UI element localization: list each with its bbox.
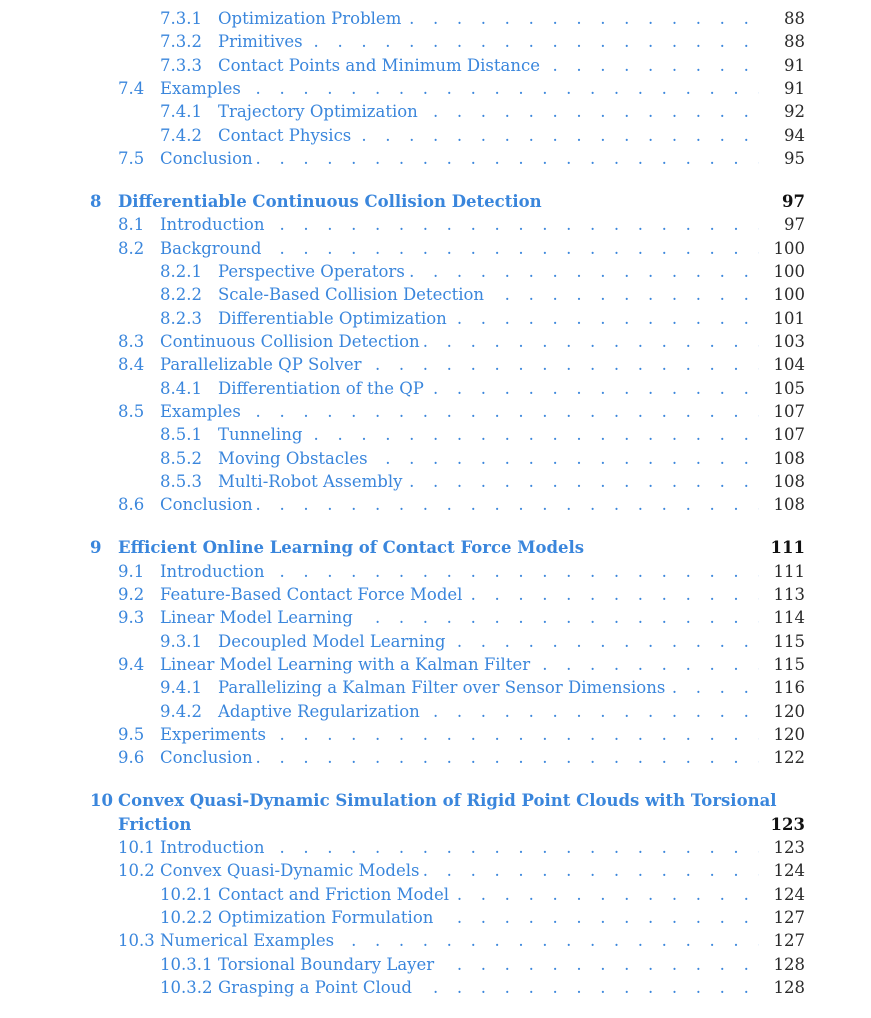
toc-subsection-entry[interactable] xyxy=(0,54,871,77)
toc-entry-number[interactable]: 7.3.2 xyxy=(160,32,202,52)
toc-entry-number[interactable]: 8.2.3 xyxy=(160,308,202,328)
toc-page-number[interactable]: 100 xyxy=(773,285,805,305)
toc-entry-number[interactable]: 8.4.1 xyxy=(160,378,202,398)
toc-page-number[interactable]: 88 xyxy=(784,32,805,52)
toc-entry-title[interactable]: Experiments xyxy=(160,725,270,744)
toc-entry-title[interactable]: Introduction xyxy=(160,562,269,581)
toc-page-number[interactable]: 111 xyxy=(770,538,805,558)
toc-page-number[interactable]: 108 xyxy=(773,495,805,515)
toc-page-number[interactable]: 107 xyxy=(773,402,805,421)
toc-entry-number[interactable]: 7.3.1 xyxy=(160,9,202,28)
toc-entry-title[interactable]: Feature-Based Contact Force Model xyxy=(160,585,466,604)
toc-entry-title[interactable]: Parallelizing a Kalman Filter over Sensor Dimensions xyxy=(218,678,669,697)
toc-entry-number[interactable]: 9.2 xyxy=(118,584,145,604)
toc-entry-title[interactable]: Differentiable Continuous Collision Detection xyxy=(118,192,546,211)
toc-entry-title[interactable]: Examples xyxy=(160,402,245,421)
toc-page-number[interactable]: 108 xyxy=(773,448,805,468)
toc-entry-title[interactable]: Linear Model Learning xyxy=(160,608,357,627)
toc-entry-title[interactable]: Continuous Collision Detection xyxy=(160,332,424,351)
dot-leader xyxy=(160,77,759,100)
toc-subsection-entry[interactable] xyxy=(0,906,871,929)
toc-page-number[interactable]: 115 xyxy=(773,631,805,651)
toc-entry-title[interactable]: Multi-Robot Assembly xyxy=(218,472,406,491)
toc-section-entry[interactable] xyxy=(0,746,871,769)
toc-entry-title[interactable]: Torsional Boundary Layer xyxy=(218,955,438,974)
toc-entry-number[interactable]: 8 xyxy=(90,191,102,211)
toc-entry-title[interactable]: Conclusion xyxy=(160,748,257,767)
toc-entry-number[interactable]: 8.1 xyxy=(118,215,145,235)
toc-entry-number[interactable]: 9.1 xyxy=(118,561,145,581)
toc-page-number[interactable]: 88 xyxy=(784,9,805,28)
toc-page-number[interactable]: 113 xyxy=(773,584,805,604)
toc-subsection-entry[interactable] xyxy=(0,953,871,976)
toc-page-number[interactable]: 92 xyxy=(784,102,805,122)
toc-chapter-entry[interactable] xyxy=(0,536,871,559)
toc-entry-title[interactable]: Decoupled Model Learning xyxy=(218,632,449,651)
toc-entry-number[interactable]: 9.4.2 xyxy=(160,701,202,721)
toc-entry-title[interactable]: Introduction xyxy=(160,838,269,857)
toc-entry-number[interactable]: 10.2 xyxy=(118,861,155,881)
toc-page-number[interactable]: 111 xyxy=(773,561,805,581)
toc-entry-title[interactable]: Friction xyxy=(118,815,195,834)
toc-entry-title[interactable]: Differentiable Optimization xyxy=(218,309,451,328)
toc-entry-title[interactable]: Parallelizable QP Solver xyxy=(160,355,366,374)
toc-subsection-entry[interactable] xyxy=(0,700,871,723)
toc-entry-number[interactable]: 8.6 xyxy=(118,495,145,515)
toc-entry-number[interactable]: 9.5 xyxy=(118,724,145,744)
toc-subsection-entry[interactable] xyxy=(0,676,871,699)
toc-entry-number[interactable]: 7.4 xyxy=(118,79,145,99)
toc-entry-title[interactable]: Background xyxy=(160,239,265,258)
toc-section-entry[interactable] xyxy=(0,237,871,260)
toc-entry-number[interactable]: 9.3.1 xyxy=(160,631,202,651)
toc-page-number[interactable]: 100 xyxy=(773,238,805,258)
toc-entry-title[interactable]: Perspective Operators xyxy=(218,262,409,281)
toc-entry-number[interactable]: 10.2.2 xyxy=(160,907,213,927)
toc-page-number[interactable]: 120 xyxy=(773,724,805,744)
toc-page-number[interactable]: 101 xyxy=(773,308,805,328)
toc-page-number[interactable]: 127 xyxy=(773,931,805,951)
toc-page-number[interactable]: 128 xyxy=(773,954,805,974)
toc-entry-number[interactable]: 9.4 xyxy=(118,654,145,674)
toc-page-number[interactable]: 124 xyxy=(773,884,805,904)
toc-entry-number[interactable]: 10.1 xyxy=(118,837,155,857)
toc-page-number[interactable]: 107 xyxy=(773,425,805,445)
toc-page-number[interactable]: 128 xyxy=(773,977,805,997)
toc-chapter-entry-continued[interactable] xyxy=(0,813,871,836)
toc-subsection-entry[interactable] xyxy=(0,883,871,906)
toc-entry-title[interactable]: Optimization Formulation xyxy=(218,908,437,927)
toc-section-entry[interactable] xyxy=(0,560,871,583)
toc-page-number[interactable]: 105 xyxy=(773,378,805,398)
toc-entry-title[interactable]: Contact Physics xyxy=(218,126,355,145)
toc-entry-number[interactable]: 8.5 xyxy=(118,402,145,421)
toc-subsection-entry[interactable] xyxy=(0,976,871,999)
toc-entry-number[interactable]: 10.3 xyxy=(118,931,155,951)
toc-page-number[interactable]: 94 xyxy=(784,125,805,145)
toc-entry-title[interactable]: Primitives xyxy=(218,32,307,51)
toc-page-number[interactable]: 116 xyxy=(773,678,805,698)
toc-page-number[interactable]: 103 xyxy=(773,331,805,351)
toc-entry-title[interactable]: Contact and Friction Model xyxy=(218,885,453,904)
toc-subsection-entry[interactable] xyxy=(0,423,871,446)
toc-entry-title[interactable]: Moving Obstacles xyxy=(218,449,372,468)
toc-entry-number[interactable]: 8.2 xyxy=(118,238,145,258)
toc-entry-title[interactable]: Conclusion xyxy=(160,495,257,514)
toc-section-entry[interactable] xyxy=(0,929,871,952)
toc-entry-title[interactable]: Convex Quasi-Dynamic Simulation of Rigid Point Clouds with Torsional xyxy=(118,791,781,810)
toc-page-number[interactable]: 122 xyxy=(773,748,805,768)
toc-subsection-entry[interactable] xyxy=(0,260,871,283)
toc-page-number[interactable]: 120 xyxy=(773,701,805,721)
toc-section-entry[interactable] xyxy=(0,583,871,606)
toc-entry-number[interactable]: 8.5.2 xyxy=(160,448,202,468)
toc-page-number[interactable]: 127 xyxy=(773,907,805,927)
toc-entry-number[interactable]: 8.4 xyxy=(118,355,145,375)
toc-entry-number[interactable]: 8.2.1 xyxy=(160,261,202,281)
toc-entry-number[interactable]: 8.5.3 xyxy=(160,472,202,492)
toc-entry-title[interactable]: Optimization Problem xyxy=(218,9,405,28)
toc-subsection-entry[interactable] xyxy=(0,470,871,493)
toc-section-entry[interactable] xyxy=(0,493,871,516)
toc-chapter-entry[interactable] xyxy=(0,789,871,812)
toc-page-number[interactable]: 104 xyxy=(773,355,805,375)
toc-entry-title[interactable]: Numerical Examples xyxy=(160,931,338,950)
toc-entry-number[interactable]: 7.5 xyxy=(118,149,145,169)
toc-page-number[interactable]: 97 xyxy=(784,215,805,235)
toc-entry-title[interactable]: Scale-Based Collision Detection xyxy=(218,285,488,304)
toc-entry-number[interactable]: 9 xyxy=(90,538,102,558)
toc-entry-title[interactable]: Examples xyxy=(160,79,245,98)
toc-section-entry[interactable] xyxy=(0,606,871,629)
toc-entry-title[interactable]: Convex Quasi-Dynamic Models xyxy=(160,861,423,880)
toc-entry-number[interactable]: 8.3 xyxy=(118,331,145,351)
toc-page-number[interactable]: 108 xyxy=(773,472,805,492)
toc-subsection-entry[interactable] xyxy=(0,447,871,470)
toc-page-number[interactable]: 91 xyxy=(784,55,805,75)
toc-section-entry[interactable] xyxy=(0,723,871,746)
toc-subsection-entry[interactable] xyxy=(0,30,871,53)
toc-section-entry[interactable] xyxy=(0,353,871,376)
toc-entry-number[interactable]: 10 xyxy=(90,791,113,811)
toc-section-entry[interactable] xyxy=(0,147,871,170)
toc-entry-number[interactable]: 8.5.1 xyxy=(160,425,202,445)
toc-page-number[interactable]: 97 xyxy=(782,191,805,211)
toc-section-entry[interactable] xyxy=(0,213,871,236)
toc-subsection-entry[interactable] xyxy=(0,283,871,306)
toc-section-entry[interactable] xyxy=(0,77,871,100)
toc-entry-number[interactable]: 10.3.1 xyxy=(160,954,213,974)
toc-subsection-entry[interactable] xyxy=(0,377,871,400)
toc-entry-number[interactable]: 8.2.2 xyxy=(160,285,202,305)
dot-leader xyxy=(160,400,759,423)
toc-section-entry[interactable] xyxy=(0,330,871,353)
toc-entry-number[interactable]: 7.4.1 xyxy=(160,102,202,122)
toc-subsection-entry[interactable] xyxy=(0,124,871,147)
toc-entry-title[interactable]: Adaptive Regularization xyxy=(218,702,424,721)
toc-entry-title[interactable]: Linear Model Learning with a Kalman Filter xyxy=(160,655,534,674)
toc-subsection-entry[interactable] xyxy=(0,100,871,123)
toc-section-entry[interactable] xyxy=(0,400,871,423)
toc-section-entry[interactable] xyxy=(0,859,871,882)
toc-page-number[interactable]: 95 xyxy=(784,149,805,169)
toc-page-number[interactable]: 123 xyxy=(770,814,805,834)
toc-entry-title[interactable]: Introduction xyxy=(160,215,269,234)
toc-entry-number[interactable]: 7.4.2 xyxy=(160,125,202,145)
toc-section-entry[interactable] xyxy=(0,653,871,676)
table-of-contents xyxy=(0,7,871,999)
toc-entry-number[interactable]: 10.2.1 xyxy=(160,884,213,904)
toc-entry-title[interactable]: Contact Points and Minimum Distance xyxy=(218,56,544,75)
toc-entry-number[interactable]: 9.4.1 xyxy=(160,678,202,698)
toc-entry-title[interactable]: Conclusion xyxy=(160,149,257,168)
toc-page-number[interactable]: 115 xyxy=(773,654,805,674)
toc-section-entry[interactable] xyxy=(0,836,871,859)
toc-subsection-entry[interactable] xyxy=(0,7,871,30)
toc-entry-number[interactable]: 7.3.3 xyxy=(160,55,202,75)
toc-entry-number[interactable]: 10.3.2 xyxy=(160,977,213,997)
toc-chapter-entry[interactable] xyxy=(0,190,871,213)
toc-subsection-entry[interactable] xyxy=(0,307,871,330)
toc-entry-title[interactable]: Trajectory Optimization xyxy=(218,102,422,121)
toc-page-number[interactable]: 114 xyxy=(773,608,805,628)
toc-entry-title[interactable]: Efficient Online Learning of Contact Force Models xyxy=(118,538,588,557)
toc-entry-title[interactable]: Differentiation of the QP xyxy=(218,379,428,398)
toc-subsection-entry[interactable] xyxy=(0,630,871,653)
toc-entry-number[interactable]: 9.6 xyxy=(118,748,145,768)
toc-page-number[interactable]: 124 xyxy=(773,861,805,881)
toc-entry-title[interactable]: Tunneling xyxy=(218,425,306,444)
toc-page-number[interactable]: 100 xyxy=(773,261,805,281)
toc-entry-title[interactable]: Grasping a Point Cloud xyxy=(218,978,416,997)
toc-entry-number[interactable]: 9.3 xyxy=(118,608,145,628)
toc-page-number[interactable]: 91 xyxy=(784,79,805,99)
toc-page-number[interactable]: 123 xyxy=(773,837,805,857)
